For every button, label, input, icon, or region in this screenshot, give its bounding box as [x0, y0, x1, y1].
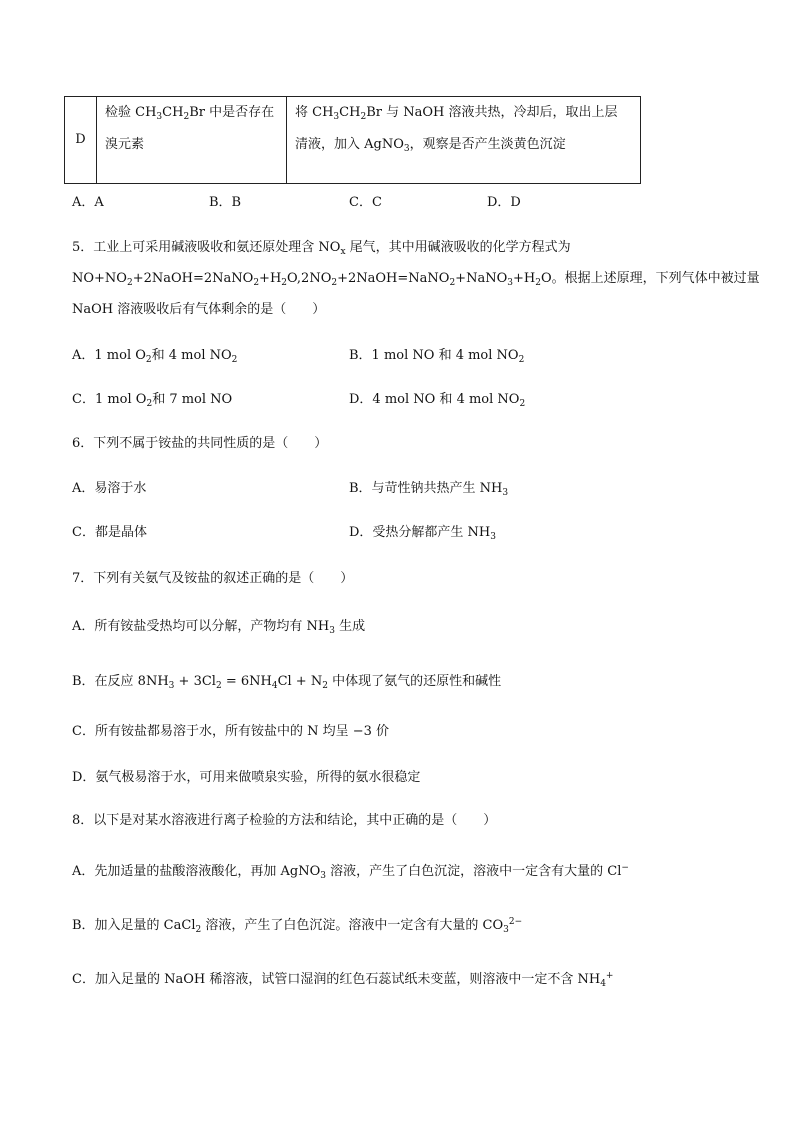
option-d[interactable]: D．受热分解都产生 $NH_3$: [349, 525, 497, 542]
question-5-stem-end: NaOH 溶液吸收后有气体剩余的是（ ）: [72, 302, 326, 317]
option-a[interactable]: A．所有铵盐受热均可以分解，产物均有 $NH_3$ 生成: [72, 619, 366, 636]
question-5-stem: 5．工业上可采用碱液吸收和氨还原处理含 $NO_x$ 尾气，其中用碱液吸收的化学方程式为: [72, 240, 571, 257]
method-text-line2: 清液，加入 AgNO$_3$，观察是否产生淡黄色沉淀: [295, 137, 566, 154]
option-a[interactable]: A．1 mol $O_2$和 4 mol $NO_2$: [72, 348, 238, 365]
question-8-stem: 8．以下是对某水溶液进行离子检验的方法和结论，其中正确的是（ ）: [72, 813, 497, 828]
option-b[interactable]: B．1 mol NO 和 4 mol $NO_2$: [349, 348, 525, 365]
option-d[interactable]: D．氨气极易溶于水，可用来做喷泉实验，所得的氨水很稳定: [72, 770, 421, 785]
question-4-table: [64, 96, 641, 184]
option-b[interactable]: B．B: [209, 195, 242, 210]
row-letter: D: [65, 97, 97, 184]
purpose-text: 检验 $CH_3CH_2Br$ 中是否存在: [105, 105, 275, 122]
option-c[interactable]: C．都是晶体: [72, 525, 147, 540]
option-c[interactable]: C．所有铵盐都易溶于水，所有铵盐中的 N 均呈 −3 价: [72, 724, 390, 739]
option-a[interactable]: A．A: [72, 195, 104, 210]
option-c[interactable]: C．1 mol $O_2$和 7 mol NO: [72, 392, 233, 409]
table-row: [65, 97, 641, 184]
option-c[interactable]: C．C: [349, 195, 382, 210]
option-d[interactable]: D．4 mol NO 和 4 mol $NO_2$: [349, 392, 526, 409]
option-d[interactable]: D．D: [487, 195, 521, 210]
experiment-method-cell: [287, 97, 641, 184]
question-6-stem: 6．下列不属于铵盐的共同性质的是（ ）: [72, 436, 328, 451]
experiment-purpose-cell: [97, 97, 287, 184]
question-5-equation: $NO+NO_2+2NaOH=2NaNO_2+H_2O,2NO_2+2NaOH=NaNO_2+NaNO_3+H_2O$。根据上述原理，下列气体中被过量: [72, 271, 760, 288]
option-b[interactable]: B．加入足量的 CaCl$_2$ 溶液，产生了白色沉淀。溶液中一定含有大量的 $CO_3^{2-}$: [72, 917, 523, 935]
option-b[interactable]: B．与苛性钠共热产生 $NH_3$: [349, 481, 509, 498]
question-7-stem: 7．下列有关氨气及铵盐的叙述正确的是（ ）: [72, 571, 354, 586]
option-a[interactable]: A．先加适量的盐酸溶液酸化，再加 AgNO$_3$ 溶液，产生了白色沉淀，溶液中一定含有大量的 Cl−: [72, 863, 629, 881]
option-c[interactable]: C．加入足量的 NaOH 稀溶液，试管口湿润的红色石蕊试纸未变蓝，则溶液中一定不含 $NH_4^+$: [72, 971, 614, 989]
method-text: 将 $CH_3CH_2Br$ 与 NaOH 溶液共热，冷却后，取出上层: [295, 105, 618, 122]
option-a[interactable]: A．易溶于水: [72, 481, 147, 496]
option-b[interactable]: B．在反应 $8NH_3 + 3Cl_2 = 6NH_4Cl + N_2$ 中体现了氨气的还原性和碱性: [72, 674, 502, 691]
purpose-text-line2: 溴元素: [105, 137, 145, 152]
